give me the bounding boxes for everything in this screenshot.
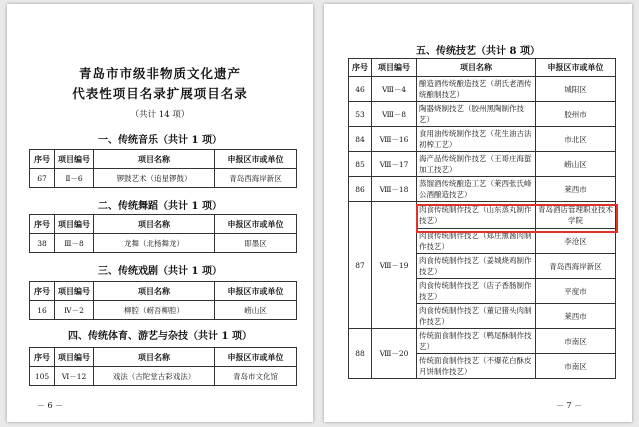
header-code: 项目编号 bbox=[55, 282, 94, 301]
cell-unit: 市南区 bbox=[536, 354, 616, 379]
right-page bbox=[324, 4, 632, 422]
page-number-left: － 6 － bbox=[37, 401, 64, 410]
header-name: 项目名称 bbox=[94, 282, 215, 301]
cell-unit: 莱西市 bbox=[536, 177, 616, 202]
cell-code: Ⅳ－2 bbox=[55, 301, 94, 320]
section-title-opera: 三、传统戏剧（共计 1 项） bbox=[98, 266, 222, 277]
cell-name: 柳腔（崂吾柳腔） bbox=[94, 301, 215, 320]
cell-unit: 李沧区 bbox=[536, 229, 616, 254]
cell-code: Ⅷ－20 bbox=[372, 329, 417, 379]
cell-code: Ⅲ－8 bbox=[55, 234, 94, 253]
header-unit: 申报区市或单位 bbox=[536, 59, 616, 77]
cell-name: 肉食传统制作技艺（店子香肠制作技艺） bbox=[417, 279, 536, 304]
table-row bbox=[349, 77, 616, 102]
cell-no: 53 bbox=[349, 102, 372, 127]
cell-unit: 青岛西海岸新区 bbox=[536, 254, 616, 279]
header-code: 项目编号 bbox=[55, 150, 94, 169]
table-dance bbox=[29, 214, 297, 253]
table-row bbox=[30, 169, 297, 188]
header-no: 序号 bbox=[30, 215, 55, 234]
cell-code: Ⅷ－16 bbox=[372, 127, 417, 152]
table-row bbox=[30, 234, 297, 253]
doc-title-line2: 代表性项目名录扩展项目名录 bbox=[72, 86, 248, 101]
cell-name-highlighted: 肉食传统制作技艺（山东蒸丸制作技艺） bbox=[417, 202, 536, 229]
cell-unit-highlighted: 青岛酒店管理职业技术学院 bbox=[536, 202, 616, 229]
highlight-box bbox=[416, 204, 618, 233]
header-name: 项目名称 bbox=[94, 348, 215, 367]
table-row bbox=[349, 102, 616, 127]
table-music bbox=[29, 149, 297, 188]
cell-no: 46 bbox=[349, 77, 372, 102]
table-row bbox=[30, 301, 297, 320]
header-no: 序号 bbox=[349, 59, 372, 77]
left-page bbox=[7, 4, 313, 422]
header-unit: 申报区市或单位 bbox=[215, 348, 297, 367]
cell-unit: 胶州市 bbox=[536, 102, 616, 127]
doc-title-line1: 青岛市市级非物质文化遗产 bbox=[78, 66, 241, 81]
section-title-dance: 二、传统舞蹈（共计 1 项） bbox=[98, 201, 222, 212]
cell-no: 105 bbox=[30, 367, 55, 386]
cell-name: 肉食传统制作技艺（郑庄熏酱肉制作技艺） bbox=[417, 229, 536, 254]
cell-unit: 即墨区 bbox=[215, 234, 297, 253]
cell-name: 陶器烧制技艺（胶州黑陶制作技艺） bbox=[417, 102, 536, 127]
page-number-right: － 7 － bbox=[556, 401, 583, 410]
table-row bbox=[349, 152, 616, 177]
cell-name: 食用油传统制作技艺（花生油古法初榨工艺） bbox=[417, 127, 536, 152]
cell-unit: 莱西市 bbox=[536, 304, 616, 329]
cell-name: 锣鼓艺术（追星锣鼓） bbox=[94, 169, 215, 188]
header-no: 序号 bbox=[30, 282, 55, 301]
header-code: 项目编号 bbox=[55, 348, 94, 367]
cell-unit: 崂山区 bbox=[215, 301, 297, 320]
table-row bbox=[349, 127, 616, 152]
cell-name: 海产品传统制作技艺（王哥庄海蜇加工技艺） bbox=[417, 152, 536, 177]
cell-unit: 平度市 bbox=[536, 279, 616, 304]
table-opera bbox=[29, 281, 297, 320]
table-row bbox=[349, 177, 616, 202]
header-name: 项目名称 bbox=[94, 215, 215, 234]
cell-code: Ⅷ－19 bbox=[372, 202, 417, 329]
header-unit: 申报区市或单位 bbox=[215, 215, 297, 234]
cell-code: Ⅱ－6 bbox=[55, 169, 94, 188]
cell-no: 87 bbox=[349, 202, 372, 329]
cell-unit: 崂山区 bbox=[536, 152, 616, 177]
header-unit: 申报区市或单位 bbox=[215, 282, 297, 301]
cell-name: 龙舞（北杨舞龙） bbox=[94, 234, 215, 253]
cell-unit: 青岛西海岸新区 bbox=[215, 169, 297, 188]
section-title-music: 一、传统音乐（共计 1 项） bbox=[98, 135, 222, 146]
cell-name: 肉食传统制作技艺（董记猪头肉制作技艺） bbox=[417, 304, 536, 329]
total-count: （共计 14 项） bbox=[130, 110, 190, 120]
table-sports bbox=[29, 347, 297, 386]
cell-no: 16 bbox=[30, 301, 55, 320]
table-row bbox=[349, 329, 616, 354]
cell-name: 蒸馏酒传统酿造工艺（莱西张氏峰公酒酿造技艺） bbox=[417, 177, 536, 202]
cell-name: 酿造酒传统酿造技艺（胡氏老酒传统酿制技艺） bbox=[417, 77, 536, 102]
cell-code: Ⅷ－18 bbox=[372, 177, 417, 202]
cell-no: 88 bbox=[349, 329, 372, 379]
header-no: 序号 bbox=[30, 150, 55, 169]
cell-no: 84 bbox=[349, 127, 372, 152]
cell-unit: 市南区 bbox=[536, 329, 616, 354]
table-row bbox=[30, 367, 297, 386]
cell-no: 38 bbox=[30, 234, 55, 253]
section-title-crafts: 五、传统技艺（共计 8 项） bbox=[416, 46, 540, 57]
section-title-sports: 四、传统体育、游艺与杂技（共计 1 项） bbox=[68, 331, 252, 342]
cell-name: 戏法（古陀堂古彩戏法） bbox=[94, 367, 215, 386]
cell-no: 85 bbox=[349, 152, 372, 177]
cell-no: 67 bbox=[30, 169, 55, 188]
header-name: 项目名称 bbox=[94, 150, 215, 169]
cell-code: Ⅷ－8 bbox=[372, 102, 417, 127]
header-code: 项目编号 bbox=[55, 215, 94, 234]
header-name: 项目名称 bbox=[417, 59, 536, 77]
header-unit: 申报区市或单位 bbox=[215, 150, 297, 169]
cell-name: 传统面食制作技艺（鸭尾酥制作技艺） bbox=[417, 329, 536, 354]
cell-code: Ⅵ－12 bbox=[55, 367, 94, 386]
cell-name: 肉食传统制作技艺（姜城烧鸡制作技艺） bbox=[417, 254, 536, 279]
cell-unit: 城阳区 bbox=[536, 77, 616, 102]
header-no: 序号 bbox=[30, 348, 55, 367]
header-code: 项目编号 bbox=[372, 59, 417, 77]
cell-name: 传统面食制作技艺（不爆花白酥皮月饼制作技艺） bbox=[417, 354, 536, 379]
cell-no: 86 bbox=[349, 177, 372, 202]
cell-code: Ⅷ－4 bbox=[372, 77, 417, 102]
cell-unit: 市北区 bbox=[536, 127, 616, 152]
cell-code: Ⅷ－17 bbox=[372, 152, 417, 177]
cell-unit: 青岛市文化馆 bbox=[215, 367, 297, 386]
